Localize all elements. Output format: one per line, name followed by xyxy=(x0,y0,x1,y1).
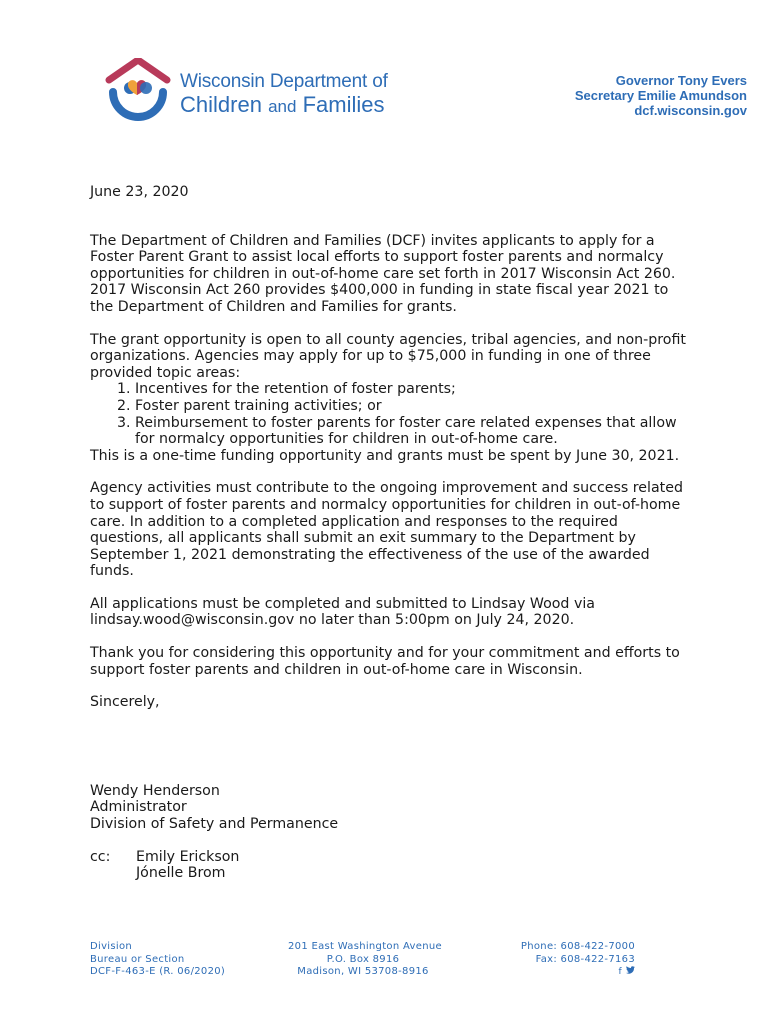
paragraph-2 xyxy=(90,332,690,465)
dcf-emblem-icon xyxy=(103,58,173,128)
footer-contact xyxy=(521,941,635,979)
paragraph-4: All applications must be completed and submitted to Lindsay Wood via lindsay.wood@wisconsin.gov no later than 5:00pm on July 24, 2020. xyxy=(90,595,595,629)
list-item: 1. Incentives for the retention of foster parents; xyxy=(135,381,690,398)
paragraph-2-outro: This is a one-time funding opportunity and grants must be spent by June 30, 2021. xyxy=(90,447,680,464)
cc-recipient: Emily Erickson xyxy=(136,848,240,865)
paragraph-1: The Department of Children and Families (DCF) invites applicants to apply for a Foster Parent Grant to assist local efforts to support foster parents and normalcy opportunities for children in out-of-home care set forth in 2017 Wisconsin Act 260. 2017 Wisconsin Act 260 provides $400,000 in funding in state fiscal year 2021 to the Department of Children and Families for grants. xyxy=(90,232,676,315)
letterhead-officials xyxy=(575,73,747,118)
cc-block xyxy=(90,849,690,882)
social-links xyxy=(619,966,635,979)
letter-body xyxy=(90,184,690,882)
footer-address: 201 East Washington Avenue P.O. Box 8916 Madison, WI 53708-8916 xyxy=(288,941,442,977)
footer-phone: Phone: 608-422-7000 xyxy=(520,941,635,952)
governor-name: Governor Tony Evers xyxy=(615,73,747,88)
list-item: 2. Foster parent training activities; or xyxy=(135,398,690,415)
signer-division: Division of Safety and Permanence xyxy=(90,816,339,833)
signer-name: Wendy Henderson xyxy=(90,782,220,799)
cc-label: cc: xyxy=(90,848,111,865)
letter-date: June 23, 2020 xyxy=(90,184,189,200)
facebook-icon[interactable]: f xyxy=(618,967,622,977)
org-name-line1: Wisconsin Department of xyxy=(180,71,388,92)
dcf-logo xyxy=(103,58,388,128)
website-link[interactable]: dcf.wisconsin.gov xyxy=(634,103,747,118)
secretary-name: Secretary Emilie Amundson xyxy=(574,88,747,103)
org-name-line2: Children and Families xyxy=(180,92,385,117)
paragraph-5: Thank you for considering this opportunity and for your commitment and efforts to support foster parents and children in out-of-home care in Wisconsin. xyxy=(90,645,680,678)
twitter-icon[interactable] xyxy=(626,966,635,979)
signature-block xyxy=(90,783,690,833)
footer-division: Division Bureau or Section DCF-F-463-E (R. 06/2020) xyxy=(90,941,226,977)
cc-recipient: Jónelle Brom xyxy=(136,865,226,882)
paragraph-3: Agency activities must contribute to the ongoing improvement and success related to support of foster parents and normalcy opportunities for children in out-of-home care. In addition to a completed application and responses to the required questions, all applicants shall submit an exit summary to the Department by September 1, 2021 demonstrating the effectiveness of the use of the awarded funds. xyxy=(90,480,683,580)
list-item: 3. Reimbursement to foster parents for foster care related expenses that allow for normalcy opportunities for children in out-of-home care. xyxy=(135,415,690,448)
dcf-wordmark xyxy=(180,72,388,116)
paragraph-2-intro: The grant opportunity is open to all county agencies, tribal agencies, and non-profit organizations. Agencies may apply for up to $75,000 in funding in one of three provided topic areas: xyxy=(90,331,686,381)
signer-title: Administrator xyxy=(90,799,187,816)
cc-recipients xyxy=(136,849,239,882)
closing: Sincerely, xyxy=(90,694,160,711)
topic-list xyxy=(90,381,690,447)
footer-fax: Fax: 608-422-7163 xyxy=(535,953,635,965)
